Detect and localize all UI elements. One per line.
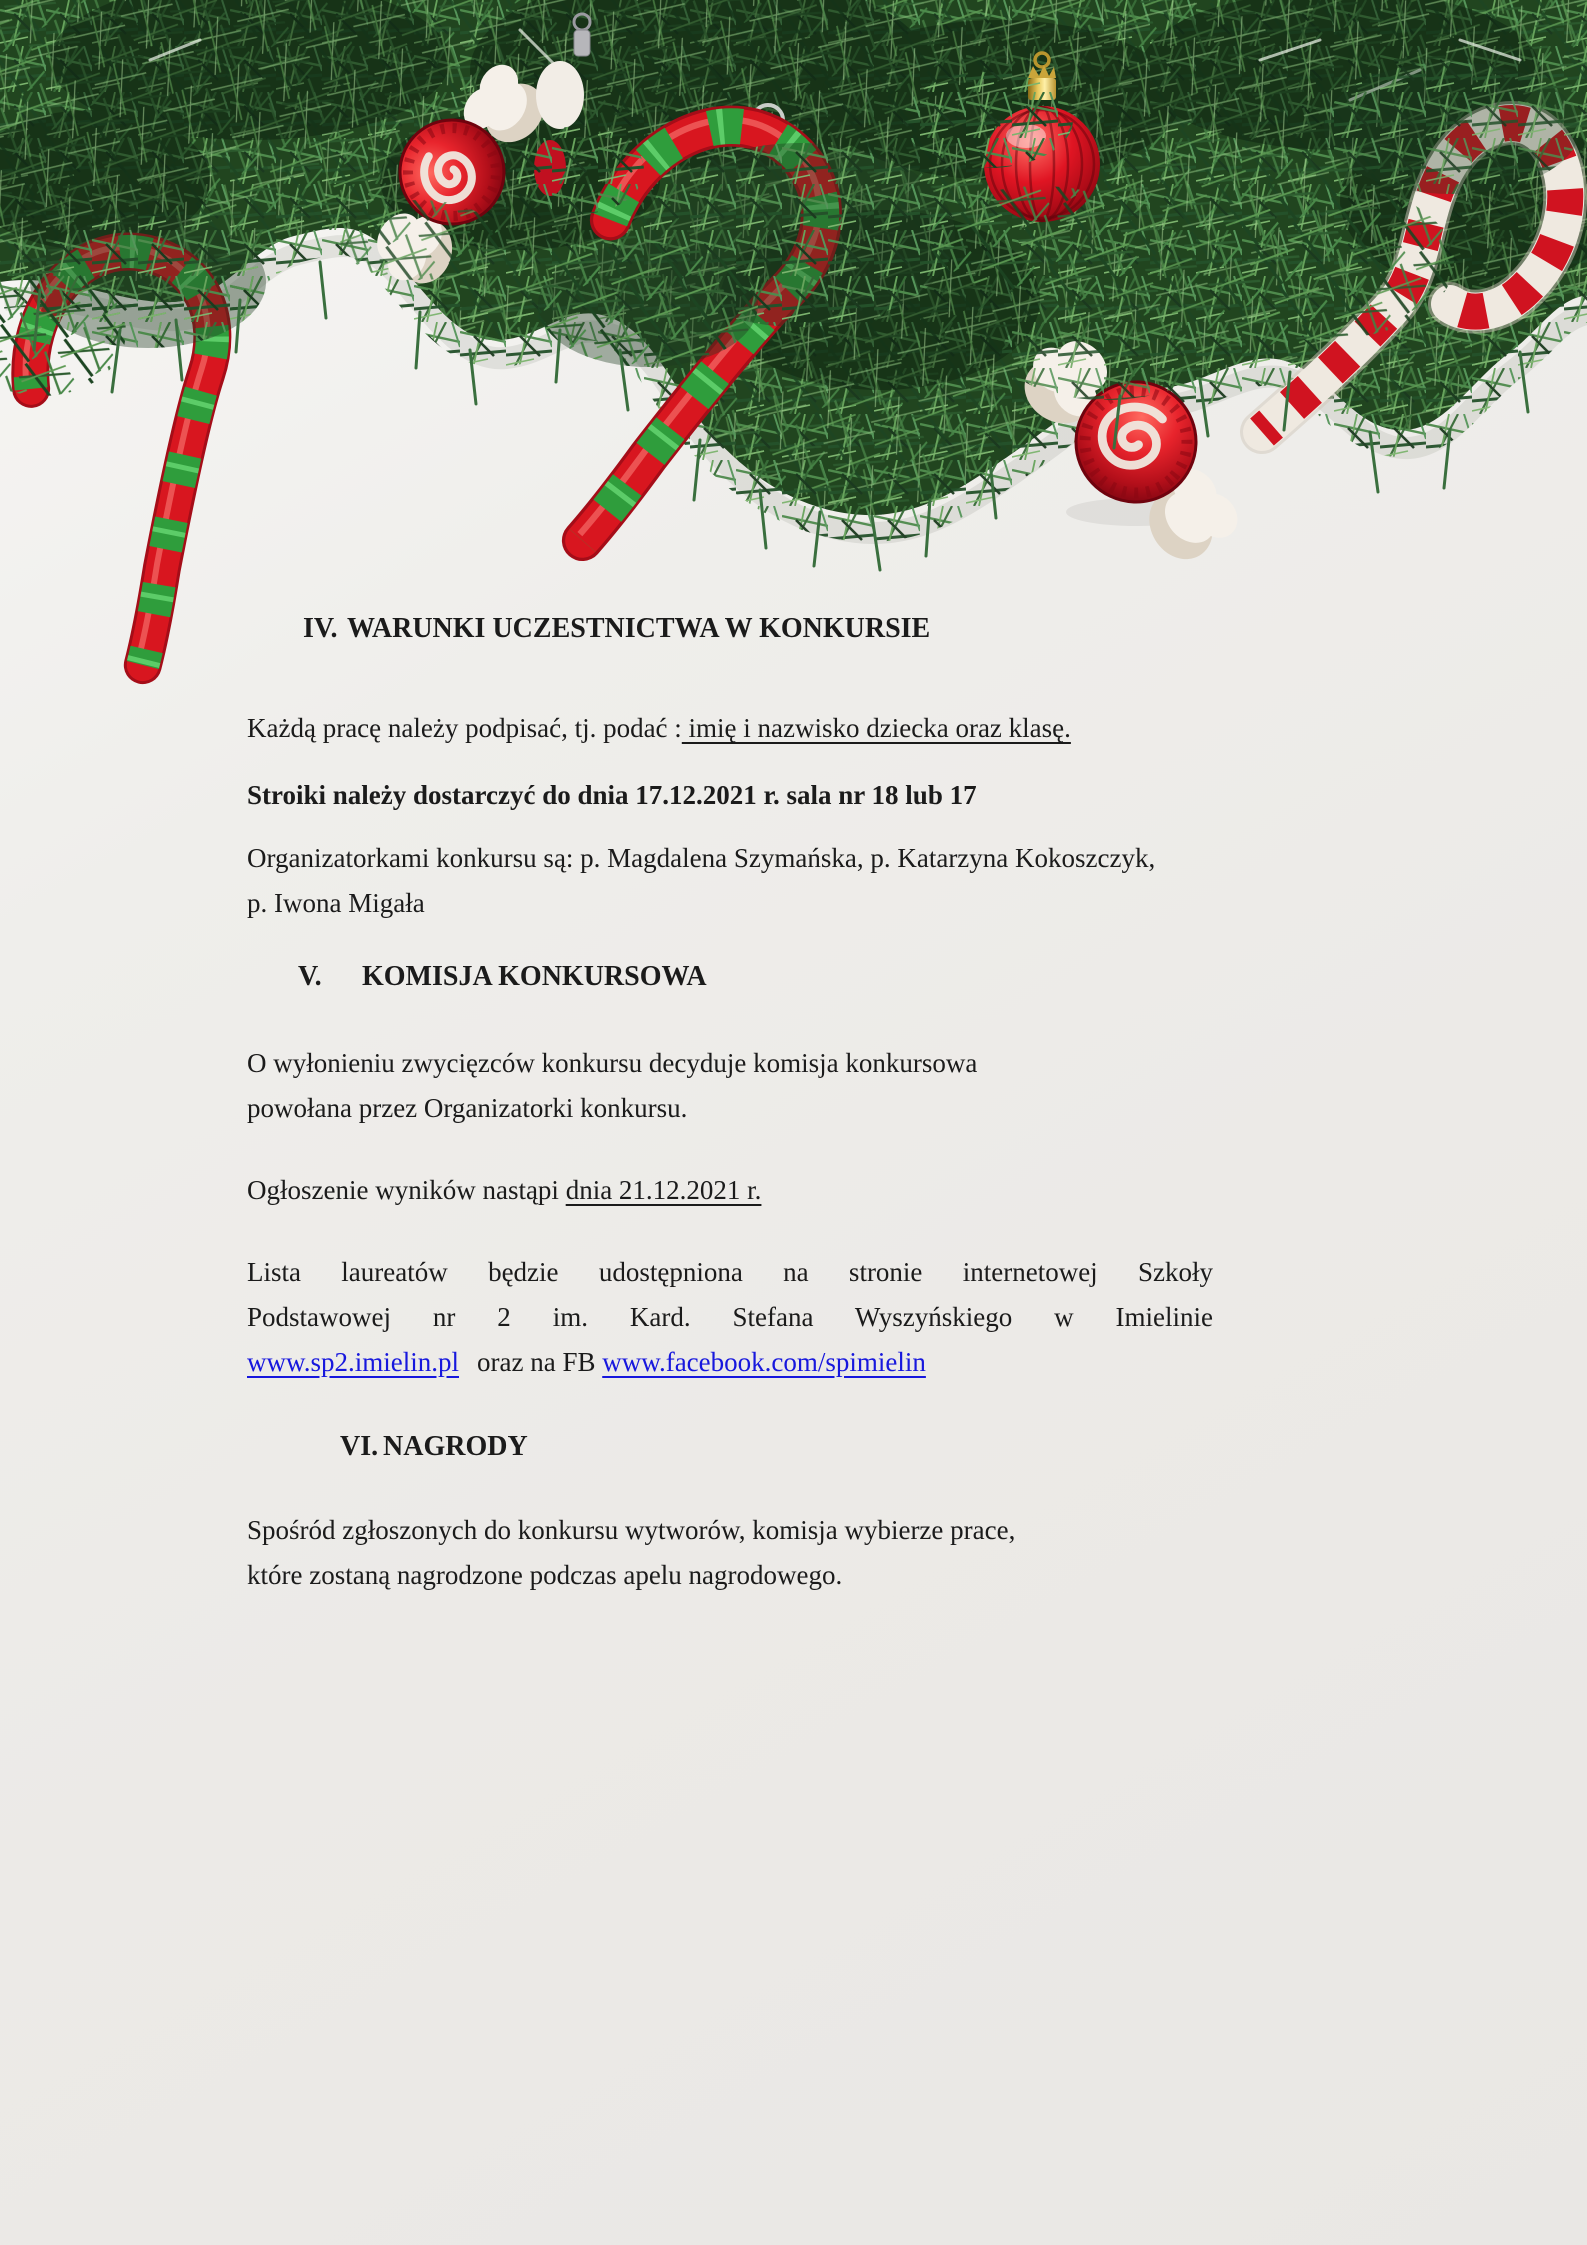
- prizes-line-1: Spośród zgłoszonych do konkursu wytworów, komisja wybierze prace,: [247, 1515, 1016, 1545]
- winners-line-2: Podstawowej nr 2 im. Kard. Stefana Wyszyńskiego w Imielinie: [247, 1302, 1213, 1332]
- paragraph-results: [247, 1168, 1213, 1213]
- section-title: WARUNKI UCZESTNICTWA W KONKURSIE: [347, 613, 931, 644]
- organizers-line-1: Organizatorkami konkursu są: p. Magdalena Szymańska, p. Katarzyna Kokoszczyk,: [247, 843, 1156, 873]
- sign-work-text: Każdą pracę należy podpisać, tj. podać :: [247, 713, 682, 743]
- section-number: V.: [298, 961, 322, 992]
- paragraph-prizes: [247, 1508, 1213, 1598]
- section-heading-participation: [303, 606, 930, 651]
- jury-line-1: O wyłonieniu zwycięzców konkursu decyduje komisja konkursowa: [247, 1048, 978, 1078]
- sign-work-underlined: imię i nazwisko dziecka oraz klasę.: [681, 713, 1071, 743]
- winners-line-1: Lista laureatów będzie udostępniona na stronie internetowej Szkoły: [247, 1257, 1213, 1287]
- paragraph-deadline: Stroiki należy dostarczyć do dnia 17.12.2021 r. sala nr 18 lub 17: [247, 780, 977, 810]
- organizers-line-2: p. Iwona Migała: [247, 888, 425, 918]
- jury-line-2: powołana przez Organizatorki konkursu.: [247, 1093, 688, 1123]
- results-text: Ogłoszenie wyników nastąpi: [247, 1175, 566, 1205]
- section-number: VI.: [340, 1431, 379, 1462]
- section-heading-jury: [298, 954, 707, 999]
- prizes-line-2: które zostaną nagrodzone podczas apelu nagrodowego.: [247, 1560, 843, 1590]
- paragraph-sign-work: [247, 706, 1213, 751]
- section-title: NAGRODY: [383, 1431, 528, 1462]
- paragraph-winners: [247, 1250, 1213, 1385]
- results-date-underlined: dnia 21.12.2021 r.: [565, 1175, 762, 1205]
- paragraph-jury: [247, 1041, 1213, 1131]
- section-title: KOMISJA KONKURSOWA: [362, 961, 707, 992]
- winners-line-3-text: oraz na FB: [477, 1347, 596, 1377]
- section-heading-prizes: [340, 1424, 528, 1469]
- paragraph-organizers: [247, 836, 1213, 926]
- facebook-link[interactable]: www.facebook.com/spimielin: [602, 1347, 926, 1377]
- section-number: IV.: [303, 613, 338, 644]
- school-website-link[interactable]: www.sp2.imielin.pl: [247, 1347, 459, 1377]
- winners-line-3: [247, 1340, 1213, 1385]
